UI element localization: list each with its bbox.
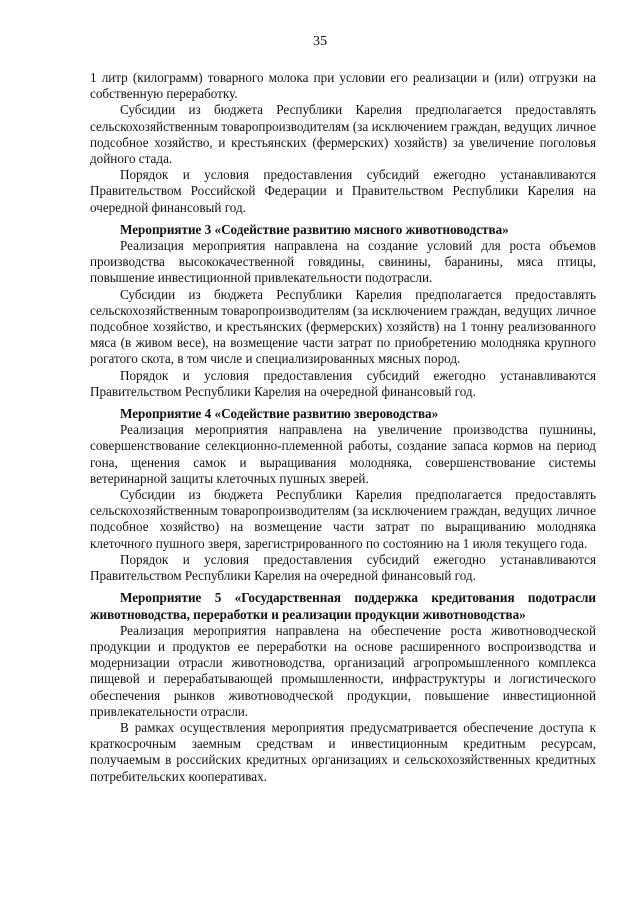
- heading-measure-5: Мероприятие 5 «Государственная поддержка кредитования подотрасли животноводства, переработки и реализации продукции животноводства»: [90, 590, 596, 622]
- paragraph-meat-goal: Реализация мероприятия направлена на создание условий для роста объемов производства высококачественной говядины, свинины, баранины, мяса птицы, повышение инвестиционной привлекательности подотрасли.: [90, 238, 596, 286]
- page-number: 35: [313, 34, 327, 49]
- document-body: [90, 70, 596, 785]
- paragraph-continuation: 1 литр (килограмм) товарного молока при условии его реализации и (или) отгрузки на собственную переработку.: [90, 70, 596, 102]
- paragraph-fur-procedure: Порядок и условия предоставления субсидий ежегодно устанавливаются Правительством Республики Карелия на очередной финансовый год.: [90, 551, 596, 584]
- heading-measure-3: Мероприятие 3 «Содействие развитию мясного животноводства»: [120, 221, 509, 237]
- paragraph-meat-subsidy: Субсидии из бюджета Республики Карелия предполагается предоставлять сельскохозяйственным товаропроизводителям (за исключением граждан, ведущих личное подсобное хозяйство, и крестьянских (фермерских) хозяйств) на 1 тонну реализованного мяса (в живом весе), на возмещение части затрат по приобретению молодняка крупного рогатого скота, в том числе и специализированных мясных пород.: [90, 286, 596, 367]
- paragraph-fur-subsidy: Субсидии из бюджета Республики Карелия предполагается предоставлять сельскохозяйственным товаропроизводителям (за исключением граждан, ведущих личное подсобное хозяйство) на возмещение части затрат по выращиванию молодняка клеточного пушного зверя, зарегистрированного по состоянию на 1 июля текущего года.: [90, 487, 596, 551]
- paragraph-credit-goal: Реализация мероприятия направлена на обеспечение роста животноводческой продукции и продуктов ее переработки на основе расширенного воспроизводства и модернизации отрасли животноводства, организаций агропромышленного комплекса пищевой и перерабатывающей промышленности, инфраструктуры и логистического обеспечения рынков животноводческой продукции, повышение инвестиционной привлекательности отрасли.: [90, 622, 596, 719]
- paragraph-meat-procedure: Порядок и условия предоставления субсидий ежегодно устанавливаются Правительством Республики Карелия на очередной финансовый год.: [90, 367, 596, 399]
- paragraph-milk-subsidy: Субсидии из бюджета Республики Карелия предполагается предоставлять сельскохозяйственным товаропроизводителям (за исключением граждан, ведущих личное подсобное хозяйство, и крестьянских (фермерских) хозяйств) за увеличение поголовья дойного стада.: [90, 102, 596, 167]
- paragraph-fur-goal: Реализация мероприятия направлена на увеличение производства пушнины, совершенствование селекционно-племенной работы, создание запаса кормов на период гона, щенения самок и выращивания молодняка, совершенствование системы ветеринарной защиты клеточных пушных зверей.: [90, 422, 596, 486]
- paragraph-milk-procedure: Порядок и условия предоставления субсидий ежегодно устанавливаются Правительством Российской Федерации и Правительством Республики Карелия на очередной финансовый год.: [90, 167, 596, 215]
- heading-measure-4: Мероприятие 4 «Содействие развитию звероводства»: [120, 406, 439, 422]
- paragraph-credit-access: В рамках осуществления мероприятия предусматривается обеспечение доступа к краткосрочным заемным средствам и инвестиционным кредитным ресурсам, получаемым в российских кредитных организациях и сельскохозяйственных кредитных потребительских кооперативах.: [90, 719, 596, 784]
